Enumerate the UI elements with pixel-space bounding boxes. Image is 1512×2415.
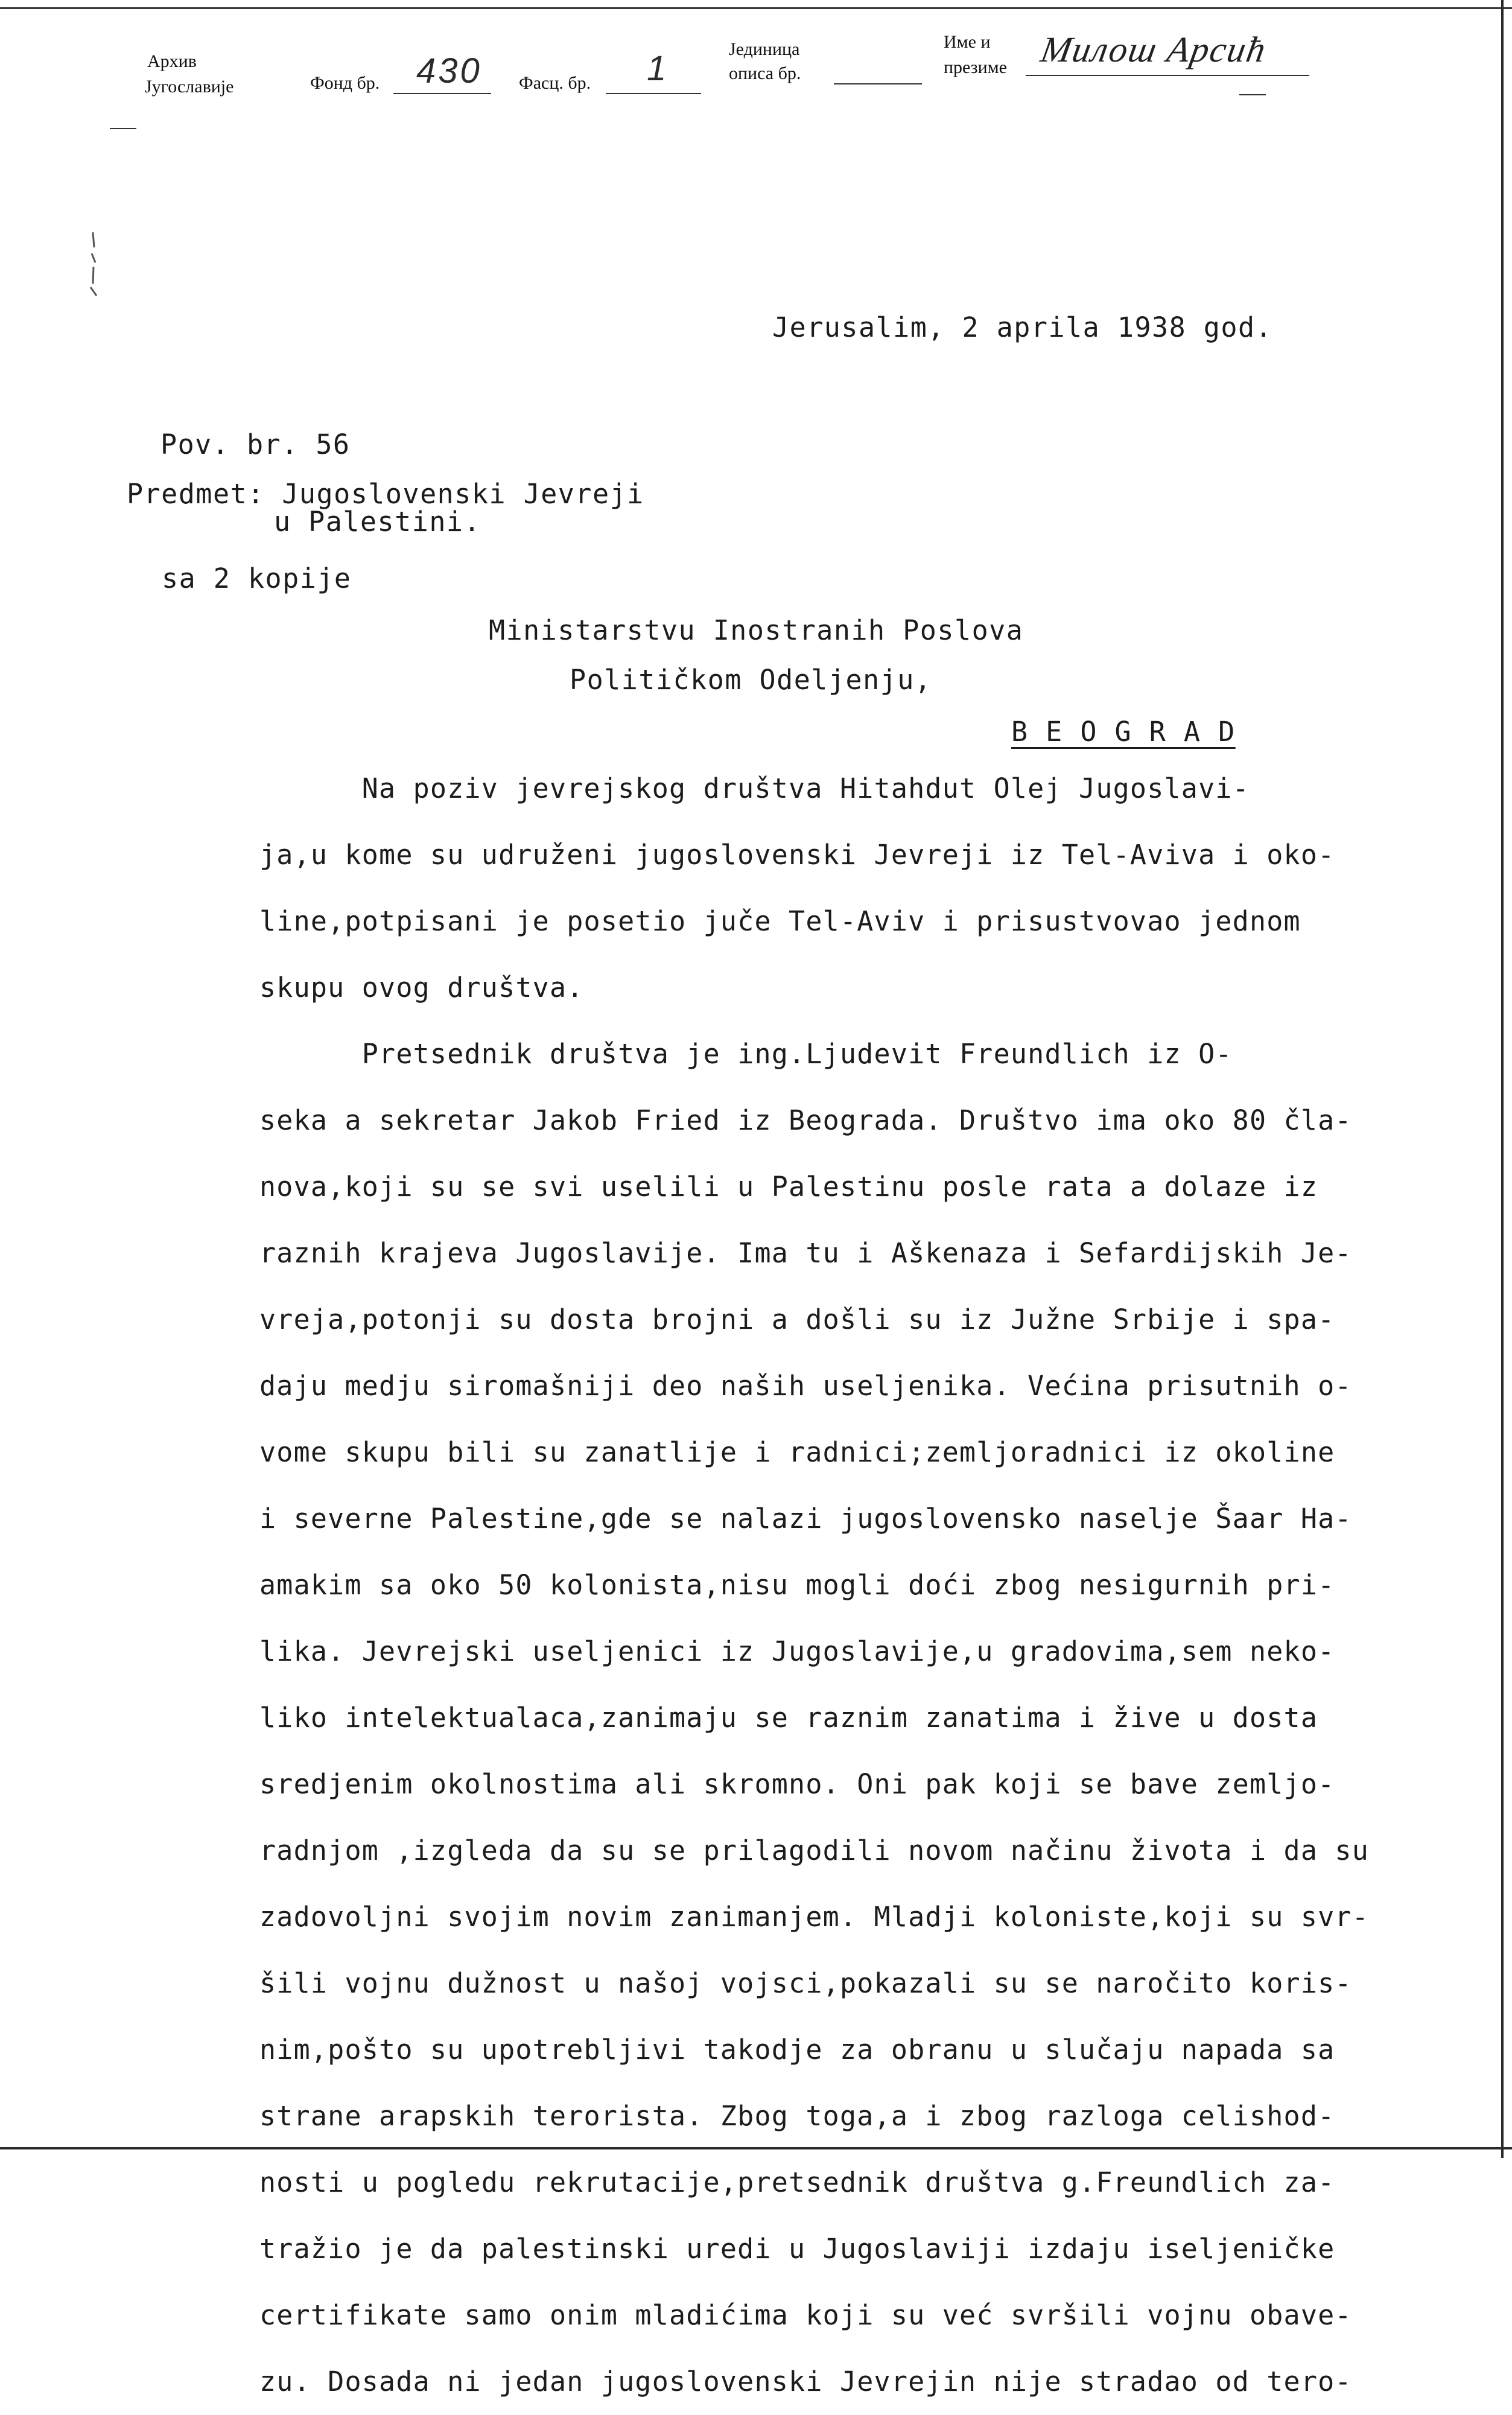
subject-line1: Predmet: Jugoslovenski Jevreji (127, 478, 644, 510)
recipient-city: B E O G R A D (1011, 716, 1236, 748)
body-line: ja,u kome su udruženi jugoslovenski Jevreji iz Tel-Aviva i oko- (259, 839, 1335, 871)
body-line: nova,koji su se svi uselili u Palestinu posle rata a dolaze iz (259, 1171, 1318, 1203)
body-line: daju medju siromašniji deo naših useljenika. Većina prisutnih o- (259, 1370, 1352, 1402)
body-line: nim,pošto su upotrebljivi takodje za obranu u slučaju napada sa (259, 2034, 1335, 2066)
body-line: certifikate samo onim mladićima koji su već svršili vojnu obave- (259, 2299, 1352, 2331)
body-line: lika. Jevrejski useljenici iz Jugoslavije,u gradovima,sem neko- (259, 1635, 1335, 1667)
name-value-signature: Милош Арсић (1038, 30, 1270, 69)
body-line: radnjom ,izgleda da su se prilagodili novom načinu života i da su (259, 1834, 1369, 1866)
fond-value: 430 (416, 51, 482, 91)
body-line: Na poziv jevrejskog društva Hitahdut Olej Jugoslavi- (259, 772, 1250, 804)
body-line: zu. Dosada ni jedan jugoslovenski Jevrejin nije stradao od tero- (259, 2366, 1352, 2398)
body-line: Pretsednik društva je ing.Ljudevit Freundlich iz O- (259, 1038, 1233, 1070)
stamp-dash-right (1239, 94, 1266, 95)
body-line: vreja,potonji su dosta brojni a došli su iz Južne Srbije i spa- (259, 1303, 1335, 1335)
unit-label-line2: описа бр. (729, 63, 801, 83)
body-line: line,potpisani je posetio juče Tel-Aviv i prisustvovao jednom (259, 905, 1301, 937)
body-line: seka a sekretar Jakob Fried iz Beograda. Društvo ima oko 80 čla- (259, 1104, 1352, 1136)
body-line: liko intelektualaca,zanimaju se raznim zanatima i žive u dosta (259, 1702, 1318, 1734)
margin-ink-marks (84, 229, 103, 302)
body-line: vome skupu bili su zanatlije i radnici;zemljoradnici iz okoline (259, 1436, 1335, 1468)
recipient-line1: Ministarstvu Inostranih Poslova (489, 614, 1024, 646)
fascicle-underline (606, 93, 701, 94)
body-line: šili vojnu dužnost u našoj vojsci,pokazali su se naročito koris- (259, 1967, 1352, 1999)
body-line: raznih krajeva Jugoslavije. Ima tu i Aškenaza i Sefardijskih Je- (259, 1237, 1352, 1269)
archive-label-line1: Архив (147, 51, 197, 71)
letter-body (259, 756, 1369, 2415)
archive-label-line2: Југославије (145, 77, 234, 97)
body-line: tražio je da palestinski uredi u Jugoslaviji izdaju iseljeničke (259, 2233, 1335, 2265)
copies-note: sa 2 kopije (162, 562, 352, 594)
fond-label: Фонд бр. (310, 73, 380, 93)
scan-edge-right (1501, 0, 1504, 2158)
recipient-line2: Političkom Odeljenju, (570, 664, 932, 696)
stamp-dash-left (110, 128, 136, 129)
body-line: i severne Palestine,gde se nalazi jugoslovensko naselje Šaar Ha- (259, 1503, 1352, 1535)
place-date: Jerusalim, 2 aprila 1938 god. (772, 311, 1273, 343)
body-line: strane arapskih terorista. Zbog toga,a i zbog razloga celishod- (259, 2100, 1335, 2132)
fascicle-value: 1 (647, 49, 669, 88)
body-line: amakim sa oko 50 kolonista,nisu mogli doći zbog nesigurnih pri- (259, 1569, 1335, 1601)
unit-underline (834, 83, 922, 84)
body-line: skupu ovog društva. (259, 972, 584, 1004)
reference-number: Pov. br. 56 (160, 428, 351, 460)
name-underline (1026, 75, 1309, 76)
body-line: zadovoljni svojim novim zanimanjem. Mladji koloniste,koji su svr- (259, 1901, 1369, 1933)
name-label-line1: Име и (944, 32, 991, 52)
body-line: nosti u pogledu rekrutacije,pretsednik društva g.Freundlich za- (259, 2166, 1335, 2198)
name-label-line2: презиме (944, 57, 1007, 77)
archive-stamp (0, 24, 1512, 139)
subject-line2: u Palestini. (274, 506, 481, 538)
fond-underline (393, 93, 491, 94)
body-line: sredjenim okolnostima ali skromno. Oni pak koji se bave zemljo- (259, 1768, 1335, 1800)
fascicle-label: Фасц. бр. (519, 73, 591, 93)
scan-edge-top (0, 7, 1512, 9)
unit-label-line1: Јединица (729, 39, 800, 59)
